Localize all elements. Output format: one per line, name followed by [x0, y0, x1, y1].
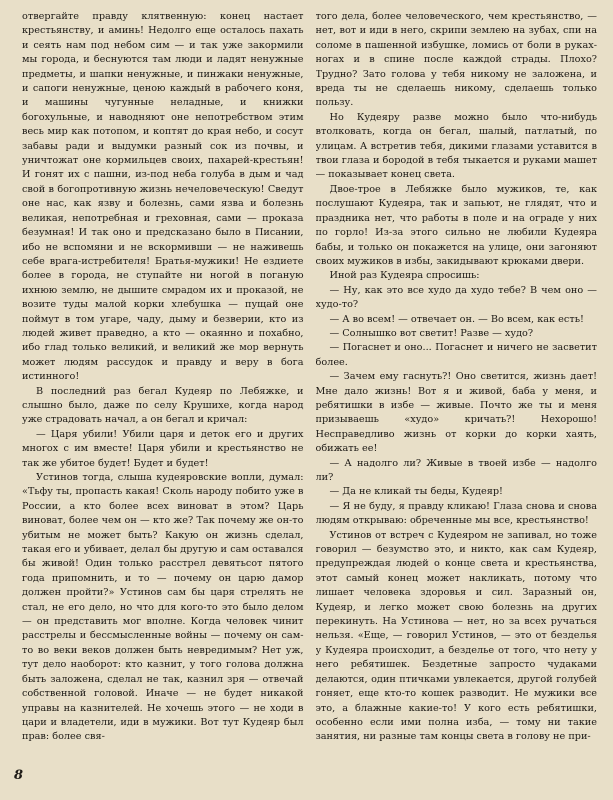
paragraph: — Солнышко вот светит! Разве — худо?	[329, 327, 534, 339]
paragraph: — Погаснет и оно... Погаснет и ничего не засветит более.	[315, 342, 597, 368]
paragraph: Но Кудеяру разве можно было что-нибудь втолковать, когда он бегал, шалый, патлатый, по улицам. А встретив тебя, дикими глазами уставится в твои глаза и бородой в тебя тыкается и руками машет — показывает конец света.	[315, 111, 597, 181]
paragraph: — Царя убили! Убили царя и деток его и других многох с им вместе! Царя убили и крестьянство не так же убитое будет! Будет и будет!	[22, 428, 304, 469]
paragraph: В последний раз бегал Кудеяр по Лебяжке, и слышно было, даже по селу Крушихе, когда народ уже страдовать начал, а он бегал и кричал:	[22, 385, 304, 426]
paragraph: — Я не буду, я правду кликаю! Глаза снова и снова людям открываю: обреченные мы все, крестьянство!	[315, 500, 597, 527]
paragraph: — А во всем! — отвечает он. — Во всем, как есть!	[329, 313, 584, 325]
text-column-right	[316, 10, 598, 765]
page-number: 8	[14, 768, 24, 783]
text-column-left	[22, 10, 304, 765]
paragraph: — А надолго ли? Живые в твоей избе — надолго ли?	[315, 457, 597, 483]
book-page	[22, 10, 597, 765]
paragraph: Устинов тогда, слыша кудеяровские вопли, думал: «Тьфу ты, пропасть какая! Сколь народу побито уже в России, а кто более всех виноват в этом? Царь виноват, более чем он — кто же? Так почему же он-то убитым не может быть? Какую он жизнь сделал, такая его и убивает, делал бы другую и сам оставался бы живой! Один только расстрел девятьсот пятого года припомнить, и то — почему он царю дамор должен пройти?» Устинов сам бы царя стрелять не стал, не его дело, но что для кого-то это было делом — он представить мог вполне. Когда человек чинит расстрелы и бесcмысленные войны — почему он сам-то во веки веков должен быть невредимым? Нет уж, тут дело наоборот: кто казнит, у того голова должна быть заложена, сделал не так, казнил зря — отвечай собственной головой. Иначе — не будет никакой управы на казнителей. Не хочешь этого — не ходи в цари и владетели, иди в мужики. Вот тут Кудеяр был прав: более свя-	[22, 472, 304, 743]
paragraph: Иной раз Кудеяра спросишь:	[329, 270, 480, 282]
paragraph: Двое-трое в Лебяжке было мужиков, те, как послушают Кудеяра, так и запьют, не глядят, что и праздника нет, что работы в поле и на ограде у них по горло! Из-за этого сильно не любили Кудеяра бабы, и только он покажется на улице, они загоняют своих мужиков в избы, закидывают крюками двери.	[315, 183, 597, 267]
paragraph: того дела, более человеческого, чем крестьянство, — нет, вот и иди в него, скрипи землею на зубах, спи на соломе в пашенной избушке, ломись от боли в руках-ногах и в спине после каждой страды. Плохо? Трудно? Зато голова у тебя никому не заложена, и вреда ты не сделаешь никому, сделаешь только пользу.	[315, 11, 597, 109]
paragraph: — Да не кликай ты беды, Кудеяр!	[329, 486, 503, 498]
paragraph: Устинов от встреч с Кудеяром не запивал, но тоже говорил — безумство это, и никто, как сам Кудеяр, предупреждая людей о конце света и крестьянства, этот самый конец может накликать, потому что лишает человека здоровья и сил. Заразный он, Кудеяр, и легко может свою болезнь на других перекинуть. На Устинова — нет, но за всех ручаться нельзя. «Еще, — говорил Устинов, — это от безделья у Кудеяра происходит, а безделье от того, что нету у него ребятишек. Бездетные запросто чудаками делаются, один птичками увлекается, другой голубей гоняет, еще кто-то кошек разводит. Не мужики все это, а блажные какие-то! У кого есть ребятишки, особенно если ими полна изба, — тому ни такие занятия, ни разные там концы света в голову не при-	[315, 529, 597, 743]
paragraph: — Зачем ему гаснуть?! Оно светится, жизнь дает! Мне дало жизнь! Вот я и живой, баба у меня, и ребятишки в избе — живые. Почто же ты и меня призываешь «худо» кричать?! Нехорошо! Несправедливо жизнь от корки до корки хаять, обижать ее!	[315, 371, 597, 455]
paragraph: — Ну, как это все худо да худо тебе? В чем оно — худо-то?	[315, 284, 597, 311]
paragraph: отвергайте правду клятвенную: конец настает крестьянству, и аминь! Недолго еще осталось пахать и сеять нам под небом сим — и так уже закормили мы города, и беснуются там люди и ладят ненужные предметы, и шапки ненужные, и пинжаки ненужные, и сапоги ненужные, ценою каждый в рабочего коня, и машины чугунные неладные, и книжки богохульные, и наводняют оне непотребством этим весь мир как потопом, и коптят до края небо, и сосут забавы ради и выдумки разный сок из почвы, и уничтожат оне кормильцев своих, пахарей-крестьян! И гонят их с пашни, из-под неба голуба в дым и чад свой в богопротивную жизнь нечеловеческую! Сведут оне нас, как язву и болезнь, сами язва и болезнь великая, непотребная и греховная, сами — проказа безумная! И так оно и предсказано было в Писании, ибо не вспомяни и не вскормивши — не наживешь себе врага-истребителя! Братья-мужики! Не ездиете более в города, не ступайте ни ногой в поганую ихнюю землю, не дышите смрадом их и проказой, не возите туды малой корки хлебушка — пущай оне поймут в том угаре, чаду, дыму и безверии, кто из людей живет праведно, а кто — окаянно и похабно, ибо глад только великий, и великий же мор вернуть может людям рассудок и правду и веру в бога истинного!	[22, 11, 304, 383]
